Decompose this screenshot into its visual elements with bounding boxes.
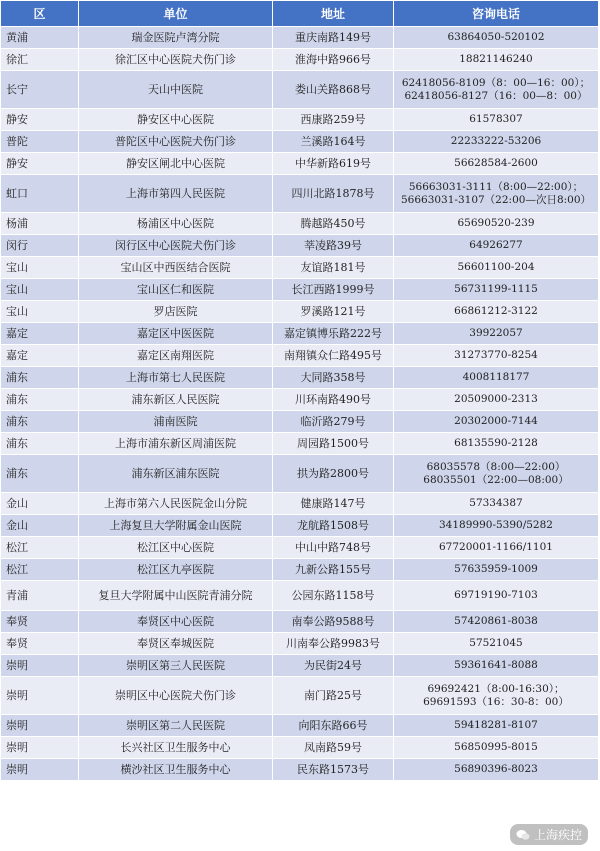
unit-cell: 浦东新区人民医院 — [79, 389, 273, 411]
phone-line: 62418056-8127（16：00—8：00） — [404, 89, 588, 102]
phone-cell — [394, 515, 599, 537]
unit-cell: 复旦大学附属中山医院青浦分院 — [79, 581, 273, 611]
phone-line: 56731199-1115 — [454, 283, 538, 295]
unit-cell: 罗店医院 — [79, 301, 273, 323]
phone-cell — [394, 235, 599, 257]
table-row — [1, 611, 599, 633]
district-cell: 金山 — [1, 493, 79, 515]
table-row — [1, 737, 599, 759]
district-cell: 普陀 — [1, 131, 79, 153]
table-row — [1, 581, 599, 611]
phone-cell — [394, 131, 599, 153]
table-row — [1, 131, 599, 153]
address-cell: 九新公路155号 — [273, 559, 394, 581]
table-row — [1, 759, 599, 781]
district-cell: 长宁 — [1, 71, 79, 109]
phone-line: 63864050-520102 — [447, 31, 545, 43]
address-cell: 中华新路619号 — [273, 153, 394, 175]
table-row — [1, 455, 599, 493]
address-cell: 莘凌路39号 — [273, 235, 394, 257]
table-row — [1, 301, 599, 323]
address-cell: 友谊路181号 — [273, 257, 394, 279]
unit-cell: 静安区闸北中心医院 — [79, 153, 273, 175]
phone-cell — [394, 581, 599, 611]
table-row — [1, 279, 599, 301]
unit-cell: 松江区中心医院 — [79, 537, 273, 559]
table-row — [1, 71, 599, 109]
phone-cell — [394, 71, 599, 109]
unit-cell: 长兴社区卫生服务中心 — [79, 737, 273, 759]
unit-cell: 横沙社区卫生服务中心 — [79, 759, 273, 781]
unit-cell: 闵行区中心医院犬伤门诊 — [79, 235, 273, 257]
phone-line: 64926277 — [469, 239, 523, 251]
address-cell: 重庆南路149号 — [273, 27, 394, 49]
district-cell: 宝山 — [1, 279, 79, 301]
phone-line: 68035501（22:00—08:00） — [423, 473, 569, 486]
address-cell: 南翔镇众仁路495号 — [273, 345, 394, 367]
unit-cell: 嘉定区南翔医院 — [79, 345, 273, 367]
unit-cell: 普陀区中心医院犬伤门诊 — [79, 131, 273, 153]
phone-line: 20509000-2313 — [454, 393, 538, 405]
phone-line: 39922057 — [469, 327, 523, 339]
table-row — [1, 493, 599, 515]
table-row — [1, 411, 599, 433]
unit-cell: 松江区九亭医院 — [79, 559, 273, 581]
phone-cell — [394, 389, 599, 411]
table-row — [1, 389, 599, 411]
unit-cell: 嘉定区中医医院 — [79, 323, 273, 345]
district-cell: 宝山 — [1, 257, 79, 279]
district-cell: 松江 — [1, 537, 79, 559]
watermark — [510, 824, 588, 845]
address-cell: 大同路358号 — [273, 367, 394, 389]
phone-line: 65690520-239 — [457, 217, 535, 229]
phone-cell — [394, 345, 599, 367]
district-cell: 宝山 — [1, 301, 79, 323]
unit-cell: 杨浦区中心医院 — [79, 213, 273, 235]
address-cell: 嘉定镇博乐路222号 — [273, 323, 394, 345]
address-cell: 健康路147号 — [273, 493, 394, 515]
address-cell: 拱为路2800号 — [273, 455, 394, 493]
table-row — [1, 345, 599, 367]
phone-line: 57420861-8038 — [454, 615, 538, 627]
unit-cell: 天山中医院 — [79, 71, 273, 109]
phone-line: 69719190-7103 — [454, 589, 538, 601]
phone-line: 57521045 — [469, 637, 523, 649]
address-cell: 兰溪路164号 — [273, 131, 394, 153]
phone-cell — [394, 655, 599, 677]
unit-cell: 上海市第七人民医院 — [79, 367, 273, 389]
address-cell: 川环南路490号 — [273, 389, 394, 411]
phone-line: 59361641-8088 — [454, 659, 538, 671]
table-row — [1, 323, 599, 345]
district-cell: 崇明 — [1, 737, 79, 759]
district-cell: 黄浦 — [1, 27, 79, 49]
district-cell: 松江 — [1, 559, 79, 581]
address-cell: 中山中路748号 — [273, 537, 394, 559]
district-cell: 嘉定 — [1, 345, 79, 367]
table-row — [1, 27, 599, 49]
phone-cell — [394, 759, 599, 781]
phone-cell — [394, 213, 599, 235]
unit-cell: 徐汇区中心医院犬伤门诊 — [79, 49, 273, 71]
phone-cell — [394, 279, 599, 301]
phone-cell — [394, 715, 599, 737]
phone-cell — [394, 537, 599, 559]
phone-cell — [394, 175, 599, 213]
phone-cell — [394, 611, 599, 633]
phone-cell — [394, 433, 599, 455]
unit-cell: 崇明区中心医院犬伤门诊 — [79, 677, 273, 715]
header-address: 地址 — [273, 1, 394, 27]
address-cell: 南门路25号 — [273, 677, 394, 715]
phone-cell — [394, 493, 599, 515]
district-cell: 青浦 — [1, 581, 79, 611]
table-row — [1, 677, 599, 715]
phone-line: 34189990-5390/5282 — [439, 519, 553, 531]
district-cell: 浦东 — [1, 411, 79, 433]
address-cell: 腾越路450号 — [273, 213, 394, 235]
unit-cell: 宝山区仁和医院 — [79, 279, 273, 301]
phone-cell — [394, 27, 599, 49]
phone-line: 57334387 — [469, 497, 523, 509]
district-cell: 闵行 — [1, 235, 79, 257]
table-row — [1, 537, 599, 559]
district-cell: 崇明 — [1, 655, 79, 677]
table-row — [1, 715, 599, 737]
watermark-text: 上海疾控 — [533, 828, 582, 842]
unit-cell: 奉贤区奉城医院 — [79, 633, 273, 655]
table-row — [1, 367, 599, 389]
phone-line: 69692421（8:00-16:30）； — [427, 682, 565, 695]
table-row — [1, 515, 599, 537]
district-cell: 崇明 — [1, 715, 79, 737]
address-cell: 为民街24号 — [273, 655, 394, 677]
phone-line: 56628584-2600 — [454, 157, 538, 169]
table-row — [1, 559, 599, 581]
header-phone: 咨询电话 — [394, 1, 599, 27]
table-row — [1, 235, 599, 257]
phone-line: 18821146240 — [459, 53, 533, 65]
table-row — [1, 213, 599, 235]
district-cell: 浦东 — [1, 389, 79, 411]
district-cell: 杨浦 — [1, 213, 79, 235]
phone-line: 56890396-8023 — [454, 763, 538, 775]
unit-cell: 崇明区第二人民医院 — [79, 715, 273, 737]
phone-line: 59418281-8107 — [454, 719, 538, 731]
district-cell: 崇明 — [1, 759, 79, 781]
address-cell: 向阳东路66号 — [273, 715, 394, 737]
phone-line: 57635959-1009 — [454, 563, 538, 575]
phone-cell — [394, 677, 599, 715]
unit-cell: 上海市浦东新区周浦医院 — [79, 433, 273, 455]
phone-cell — [394, 633, 599, 655]
table-row — [1, 175, 599, 213]
address-cell: 西康路259号 — [273, 109, 394, 131]
table-row — [1, 109, 599, 131]
phone-line: 61578307 — [469, 113, 523, 125]
address-cell: 淮海中路966号 — [273, 49, 394, 71]
phone-cell — [394, 49, 599, 71]
district-cell: 浦东 — [1, 455, 79, 493]
address-cell: 罗溪路121号 — [273, 301, 394, 323]
address-cell: 公园东路1158号 — [273, 581, 394, 611]
unit-cell: 崇明区第三人民医院 — [79, 655, 273, 677]
district-cell: 浦东 — [1, 433, 79, 455]
phone-line: 31273770-8254 — [454, 349, 538, 361]
address-cell: 临沂路279号 — [273, 411, 394, 433]
phone-line: 56601100-204 — [457, 261, 535, 273]
phone-line: 56663031-3111（8:00—22:00）； — [408, 180, 584, 193]
unit-cell: 静安区中心医院 — [79, 109, 273, 131]
phone-cell — [394, 367, 599, 389]
unit-cell: 上海复旦大学附属金山医院 — [79, 515, 273, 537]
address-cell: 长江西路1999号 — [273, 279, 394, 301]
district-cell: 金山 — [1, 515, 79, 537]
phone-cell — [394, 559, 599, 581]
unit-cell: 浦东新区浦东医院 — [79, 455, 273, 493]
address-cell: 南奉公路9588号 — [273, 611, 394, 633]
phone-cell — [394, 737, 599, 759]
phone-cell — [394, 257, 599, 279]
district-cell: 奉贤 — [1, 611, 79, 633]
phone-line: 68035578（8:00—22:00） — [426, 460, 566, 473]
address-cell: 川南奉公路9983号 — [273, 633, 394, 655]
phone-line: 66861212-3122 — [454, 305, 538, 317]
phone-line: 69691593（16：30-8：00） — [423, 695, 569, 708]
phone-cell — [394, 323, 599, 345]
phone-cell — [394, 301, 599, 323]
table-body — [1, 27, 599, 781]
phone-cell — [394, 153, 599, 175]
table-header-row — [1, 1, 599, 27]
phone-cell — [394, 455, 599, 493]
header-district: 区 — [1, 1, 79, 27]
wechat-icon — [516, 829, 530, 841]
phone-line: 56663031-3107（22:00—次日8:00） — [400, 193, 592, 206]
header-unit: 单位 — [79, 1, 273, 27]
address-cell: 四川北路1878号 — [273, 175, 394, 213]
phone-cell — [394, 109, 599, 131]
address-cell: 娄山关路868号 — [273, 71, 394, 109]
district-cell: 徐汇 — [1, 49, 79, 71]
phone-line: 67720001-1166/1101 — [439, 541, 553, 553]
unit-cell: 上海市第四人民医院 — [79, 175, 273, 213]
address-cell: 周园路1500号 — [273, 433, 394, 455]
table-row — [1, 633, 599, 655]
phone-cell — [394, 411, 599, 433]
unit-cell: 奉贤区中心医院 — [79, 611, 273, 633]
district-cell: 嘉定 — [1, 323, 79, 345]
district-cell: 奉贤 — [1, 633, 79, 655]
address-cell: 龙航路1508号 — [273, 515, 394, 537]
phone-line: 62418056-8109（8：00—16：00）； — [401, 76, 591, 89]
unit-cell: 上海市第六人民医院金山分院 — [79, 493, 273, 515]
table-row — [1, 153, 599, 175]
phone-line: 4008118177 — [462, 371, 530, 383]
table-row — [1, 49, 599, 71]
phone-line: 20302000-7144 — [454, 415, 538, 427]
phone-line: 68135590-2128 — [454, 437, 538, 449]
unit-cell: 瑞金医院卢湾分院 — [79, 27, 273, 49]
unit-cell: 浦南医院 — [79, 411, 273, 433]
address-cell: 民东路1573号 — [273, 759, 394, 781]
address-cell: 凤南路59号 — [273, 737, 394, 759]
district-cell: 崇明 — [1, 677, 79, 715]
district-cell: 虹口 — [1, 175, 79, 213]
table-row — [1, 257, 599, 279]
phone-line: 22233222-53206 — [450, 135, 542, 147]
table-row — [1, 433, 599, 455]
phone-line: 56850995-8015 — [454, 741, 538, 753]
district-cell: 静安 — [1, 153, 79, 175]
unit-cell: 宝山区中西医结合医院 — [79, 257, 273, 279]
district-cell: 浦东 — [1, 367, 79, 389]
table-row — [1, 655, 599, 677]
district-cell: 静安 — [1, 109, 79, 131]
